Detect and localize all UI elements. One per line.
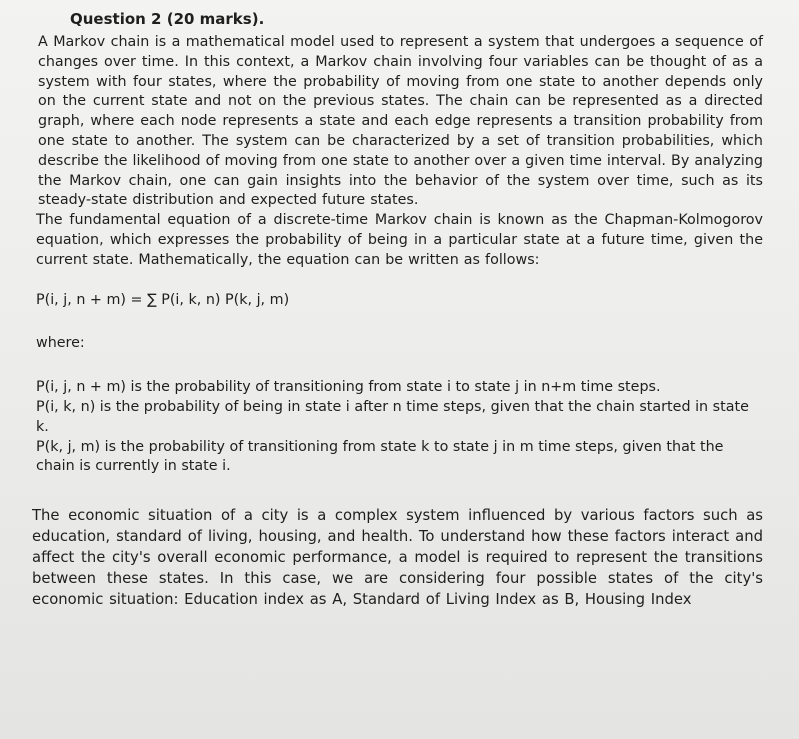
definition-3: P(k, j, m) is the probability of transitioning from state k to state j in m time steps, given that the chain is currently in state i. xyxy=(36,438,724,475)
equation-intro-paragraph: The fundamental equation of a discrete-time Markov chain is known as the Chapman-Kolmogorov equation, which expresses the probability of being in a particular state at a future time, given the current state. Mathematically, the equation can be written as follows: xyxy=(36,212,763,268)
definition-1: P(i, j, n + m) is the probability of transitioning from state i to state j in n+m time steps. xyxy=(36,379,661,396)
where-label: where: xyxy=(36,335,85,352)
question-title: Question 2 (20 marks). xyxy=(70,10,265,28)
economic-situation-paragraph: The economic situation of a city is a complex system influenced by various factors such as education, standard of living, housing, and health. To understand how these factors interact and affect the city's overall economic performance, a model is required to represent the transitions between these states. In this case, we are considering four possible states of the city's economic situation: Education index as A, Standard of Living Index as B, Housing Index xyxy=(32,507,763,609)
intro-paragraph: A Markov chain is a mathematical model used to represent a system that undergoes a sequence of changes over time. In this context, a Markov chain involving four variables can be thought of as a system with four states, where the probability of moving from one state to another depends only on the current state and not on the previous states. The chain can be represented as a directed graph, where each node represents a state and each edge represents a transition probability from one state to another. The system can be characterized by a set of transition probabilities, which describe the likelihood of moving from one state to another over a given time interval. By analyzing the Markov chain, one can gain insights into the behavior of the system over time, such as its steady-state distribution and expected future states. xyxy=(38,34,763,209)
definition-2: P(i, k, n) is the probability of being in state i after n time steps, given that the chain started in state k. xyxy=(36,398,749,435)
chapman-kolmogorov-equation: P(i, j, n + m) = ∑ P(i, k, n) P(k, j, m) xyxy=(36,291,290,308)
